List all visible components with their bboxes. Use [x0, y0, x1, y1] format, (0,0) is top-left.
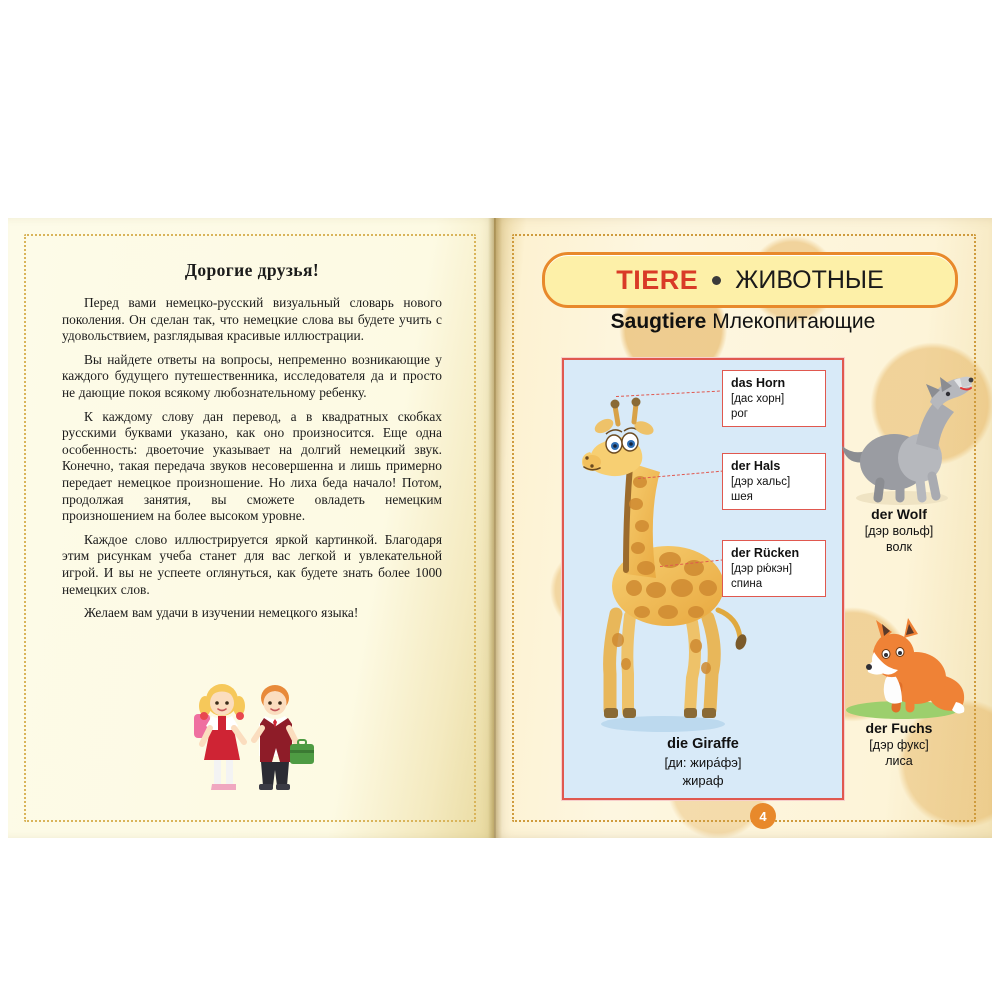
book-spread	[8, 218, 992, 838]
wolf-illustration	[824, 358, 974, 506]
intro-paragraph-5: Желаем вам удачи в изучении немецкого языка!	[84, 605, 359, 621]
callout-translation: спина	[731, 578, 763, 590]
callout-translation: рог	[731, 408, 748, 420]
animal-card-fox	[824, 578, 974, 768]
fox-illustration	[824, 578, 974, 720]
animal-translation: лиса	[885, 754, 913, 768]
callout-transcription: [дэр хальс]	[731, 476, 791, 488]
page-title: Дорогие друзья!	[184, 260, 320, 280]
animal-card-wolf	[824, 358, 974, 554]
schoolkids-illustration	[176, 670, 326, 810]
bullet-dot-icon	[712, 276, 721, 285]
giraffe-panel	[562, 358, 844, 800]
intro-paragraph-2: Вы найдете ответы на вопросы, непременно возникающие у каждого будущего путешественника, исследователя да и просто не дающие покоя всякому любознательному ребенку.	[62, 351, 442, 400]
intro-paragraph-1: Перед вами немецко-русский визуальный словарь нового поколения. Он сделан так, что немецкие слова вы будете учить с удовольствием, разглядывая красивые иллюстрации.	[62, 295, 442, 344]
page-number-badge: 4	[750, 803, 776, 829]
intro-paragraph-3: К каждому слову дан перевод, а в квадратных скобках русскими буквами указано, как оно произносится. Еще одна особенность: двоеточие указывает на долгий немецкий звук. Конечно, такая передача звуков несовершенна и лишь примерно передает немецкое произношение. Но лиха беда начало! Потом, продолжая занятия, вы сможете овладеть немецким произношением на более высоком уровне.	[62, 408, 442, 524]
subsection-title-german: Saugtiere	[610, 310, 707, 333]
animal-transcription: [дэр фукс]	[869, 738, 929, 752]
subsection-heading	[494, 310, 992, 334]
animal-word: der Fuchs	[865, 720, 933, 736]
callout-translation: шея	[731, 491, 753, 503]
caption-transcription: [ди: жира́фэ]	[664, 755, 742, 770]
left-page	[8, 218, 494, 838]
giraffe-caption	[564, 736, 842, 788]
animal-word: der Wolf	[871, 506, 927, 522]
callout-das-horn	[722, 370, 826, 427]
callout-der-hals	[722, 453, 826, 510]
caption-word: die Giraffe	[667, 736, 739, 752]
section-title-russian: ЖИВОТНЫЕ	[735, 265, 884, 294]
callout-der-ruecken	[722, 540, 826, 597]
callout-word: der Rücken	[731, 546, 800, 560]
section-title-german: TIERE	[616, 264, 699, 295]
caption-translation: жираф	[682, 773, 724, 788]
callout-word: das Horn	[731, 376, 786, 390]
callout-transcription: [дэр рю́кэн]	[731, 563, 793, 575]
right-page	[494, 218, 992, 838]
intro-text-block	[62, 260, 442, 629]
section-banner	[542, 252, 958, 308]
subsection-title-russian: Млекопитающие	[712, 310, 876, 333]
callout-transcription: [дас хорн]	[731, 393, 785, 405]
animal-transcription: [дэр вольф]	[864, 524, 934, 538]
animal-translation: волк	[886, 540, 912, 554]
callout-word: der Hals	[731, 459, 781, 473]
intro-paragraph-4: Каждое слово иллюстрируется яркой картинкой. Благодаря этим рисункам учеба станет для вас легкой и увлекательной игрой. И вы не успеете оглянуться, как будете знать более 1000 немецких слов.	[62, 531, 442, 597]
